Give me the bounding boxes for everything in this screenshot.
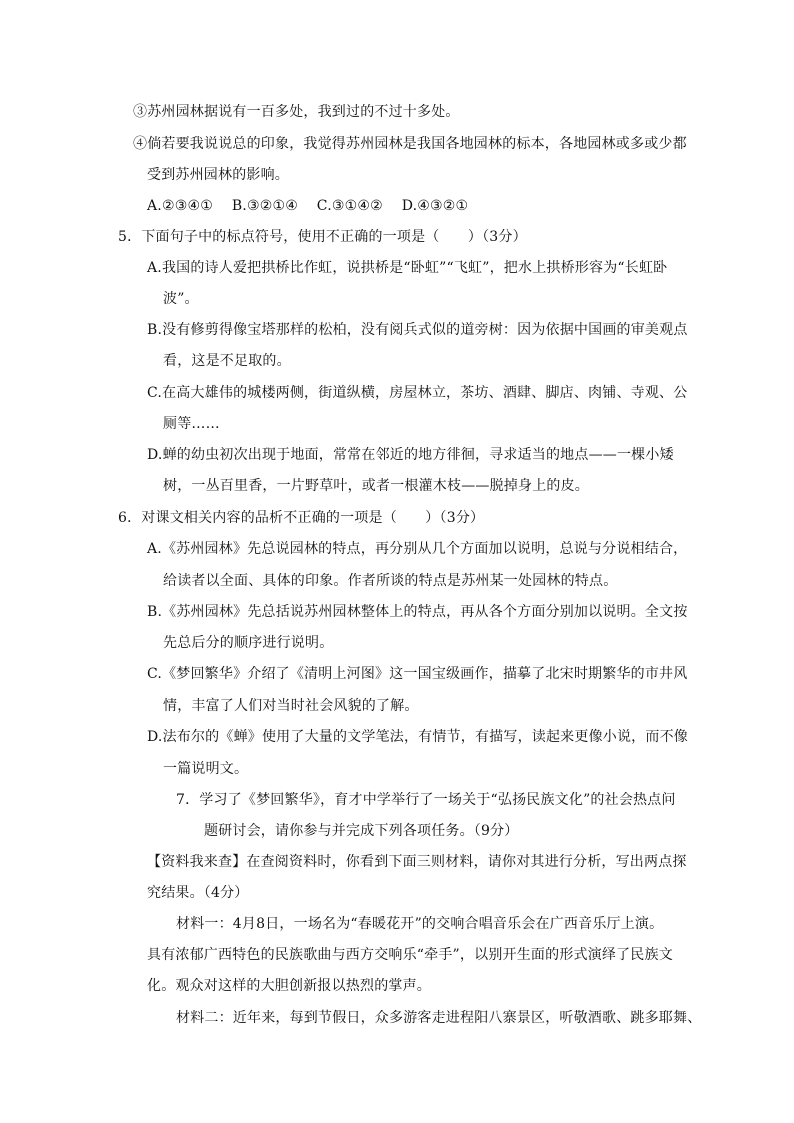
q6-option-b: B.《苏州园林》先总括说苏州园林整体上的特点，再从各个方面分别加以说明。全文按 bbox=[147, 604, 688, 620]
question-5-stem: 5．下面句子中的标点符号，使用不正确的一项是（ ）（3分） bbox=[118, 229, 527, 245]
q6-option-c: C.《梦回繁华》介绍了《清明上河图》这一国宝级画作，描摹了北宋时期繁华的市井风 bbox=[147, 666, 688, 682]
q5-option-b-continued: 看，这是不足取的。 bbox=[163, 353, 291, 369]
q6-option-b-continued: 先总后分的顺序进行说明。 bbox=[163, 635, 334, 651]
material-2: 材料二：近年来，每到节假日，众多游客走进程阳八寨景区，听敬酒歌、跳多耶舞、 bbox=[176, 1010, 702, 1026]
q5-option-c: C.在高大雄伟的城楼两侧，街道纵横，房屋林立，茶坊、酒肆、脚店、肉铺、寺观、公 bbox=[147, 385, 688, 401]
q6-option-c-continued: 情，丰富了人们对当时社会风貌的了解。 bbox=[163, 698, 419, 714]
q4-choices: A.②③④① B.③②①④ C.③①④② D.④③②① bbox=[147, 198, 469, 214]
q6-option-d: D.法布尔的《蝉》使用了大量的文学笔法，有情节，有描写，读起来更像小说，而不像 bbox=[147, 729, 688, 745]
q5-option-d-continued: 树，一丛百里香，一片野草叶，或者一根灌木枝——脱掉身上的皮。 bbox=[163, 478, 589, 494]
resource-task-heading-continued: 究结果。（4分） bbox=[147, 885, 249, 901]
resource-task-heading: 【资料我来查】在查阅资料时，你看到下面三则材料，请你对其进行分析，写出两点探 bbox=[147, 854, 687, 870]
q6-option-a: A.《苏州园林》先总说园林的特点，再分别从几个方面加以说明，总说与分说相结合， bbox=[147, 541, 688, 557]
q6-option-d-continued: 一篇说明文。 bbox=[163, 761, 249, 777]
option-item-4-continued: 受到苏州园林的影响。 bbox=[147, 167, 289, 183]
material-1-continued: 具有浓郁广西特色的民族歌曲与西方交响乐“牵手”，以别开生面的形式演绎了民族文 bbox=[147, 947, 673, 963]
q5-option-d: D.蝉的幼虫初次出现于地面，常常在邻近的地方徘徊，寻求适当的地点——一棵小矮 bbox=[147, 447, 674, 463]
question-7-stem: 7．学习了《梦回繁华》，育才中学举行了一场关于“弘扬民族文化”的社会热点问 bbox=[176, 792, 676, 808]
option-item-3: ③苏州园林据说有一百多处，我到过的不过十多处。 bbox=[133, 104, 460, 120]
question-7-stem-continued: 题研讨会，请你参与并完成下列各项任务。（9分） bbox=[204, 823, 519, 839]
question-6-stem: 6．对课文相关内容的品析不正确的一项是（ ）（3分） bbox=[118, 510, 485, 526]
q6-option-a-continued: 给读者以全面、具体的印象。作者所谈的特点是苏州某一处园林的特点。 bbox=[163, 573, 618, 589]
q5-option-c-continued: 厕等…… bbox=[163, 416, 220, 432]
q5-option-a: A.我国的诗人爱把拱桥比作虹，说拱桥是“卧虹”“飞虹”，把水上拱桥形容为“长虹卧 bbox=[147, 260, 668, 276]
q5-option-a-continued: 波”。 bbox=[163, 291, 199, 307]
material-1-end: 化。观众对这样的大胆创新报以热烈的掌声。 bbox=[147, 978, 431, 994]
material-1: 材料一：4月8日，一场名为“春暖花开”的交响合唱音乐会在广西音乐厅上演。 bbox=[176, 916, 664, 932]
option-item-4: ④倘若要我说说总的印象，我觉得苏州园林是我国各地园林的标本，各地园林或多或少都 bbox=[133, 136, 687, 152]
q5-option-b: B.没有修剪得像宝塔那样的松柏，没有阅兵式似的道旁树：因为依据中国画的审美观点 bbox=[147, 322, 688, 338]
